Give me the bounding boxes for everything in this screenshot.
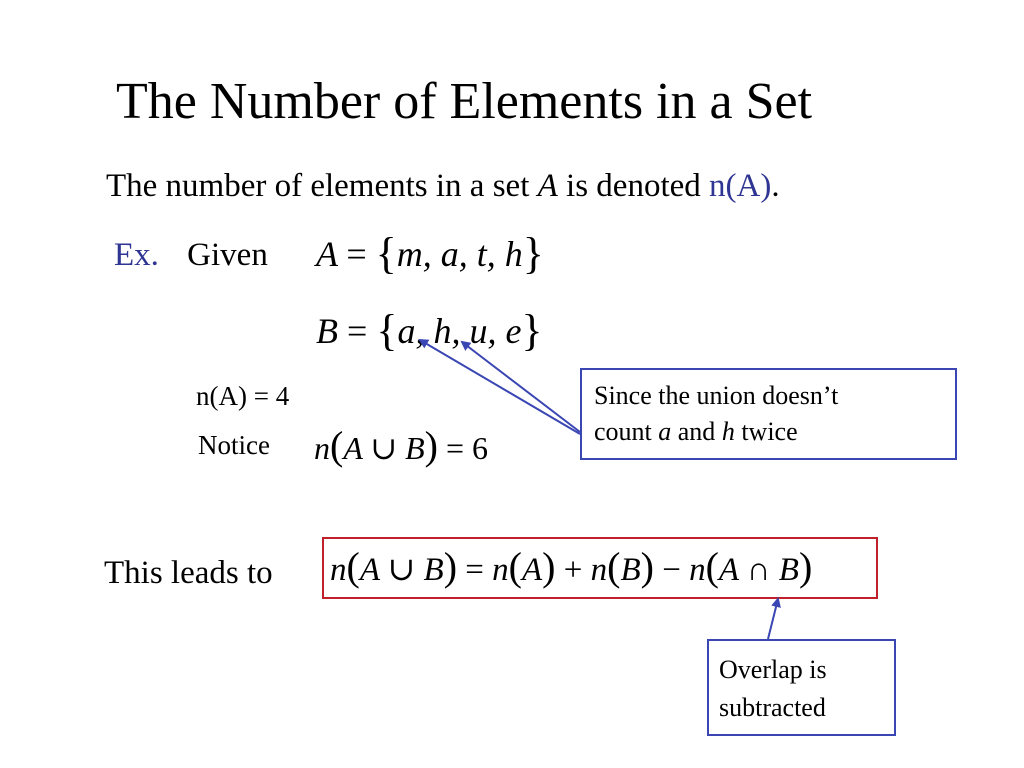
set-a-open-brace: { [375, 229, 397, 278]
formula-minus: − [662, 552, 681, 588]
notice-value: 6 [472, 430, 489, 466]
union-callout-line1: Since the union doesn’t [594, 381, 839, 410]
arrow-to-h [462, 342, 580, 432]
intro-text-end: . [771, 168, 780, 204]
callout-var-a: a [658, 417, 672, 446]
set-a-close-brace: } [522, 229, 544, 278]
set-a-elements: m, a, t, h [396, 234, 523, 274]
notice-union: A ∪ B [343, 430, 425, 466]
notice-equals: = [445, 430, 465, 466]
set-b-open-brace: { [376, 306, 398, 355]
intro-notation: n(A) [709, 168, 772, 204]
formula-a: A [521, 552, 543, 588]
overlap-callout-line1: Overlap is [719, 655, 827, 684]
intro-text-middle: is denoted [557, 168, 710, 204]
ex-label: Ex. [114, 237, 159, 273]
set-b-name: B [316, 311, 338, 351]
arrow-to-a [420, 340, 580, 434]
set-b-elements: a, h, u, e [397, 311, 522, 351]
formula-intersection: A ∩ B [718, 552, 799, 588]
formula-b: B [620, 552, 641, 588]
union-callout-line2: count a and h twice [594, 417, 798, 446]
callout-var-h: h [721, 417, 735, 446]
set-b-close-brace: } [521, 306, 543, 355]
arrow-to-intersection [768, 599, 778, 639]
slide-title: The Number of Elements in a Set [116, 73, 813, 130]
lead-text: This leads to [104, 555, 273, 591]
set-b-equals: = [347, 311, 368, 351]
intro-text-before: The number of elements in a set [106, 168, 538, 204]
notice-label: Notice [198, 430, 270, 460]
formula-plus: + [563, 552, 583, 588]
notice-equation: n(A ∪ B) = 6 [314, 423, 489, 468]
formula-union: A ∪ B [359, 552, 444, 588]
formula-equals: = [465, 552, 484, 588]
intro-set-variable: A [537, 168, 558, 204]
set-a-name: A [316, 234, 338, 274]
set-a-equals: = [346, 234, 367, 274]
notice-n: n [314, 430, 330, 466]
given-label: Given [187, 237, 268, 273]
n-of-a-equation: n(A) = 4 [196, 381, 290, 411]
overlap-callout-line2: subtracted [719, 693, 826, 722]
inclusion-exclusion-formula: n(A ∪ B) = n(A) + n(B) − n(A ∩ B) [330, 544, 813, 589]
